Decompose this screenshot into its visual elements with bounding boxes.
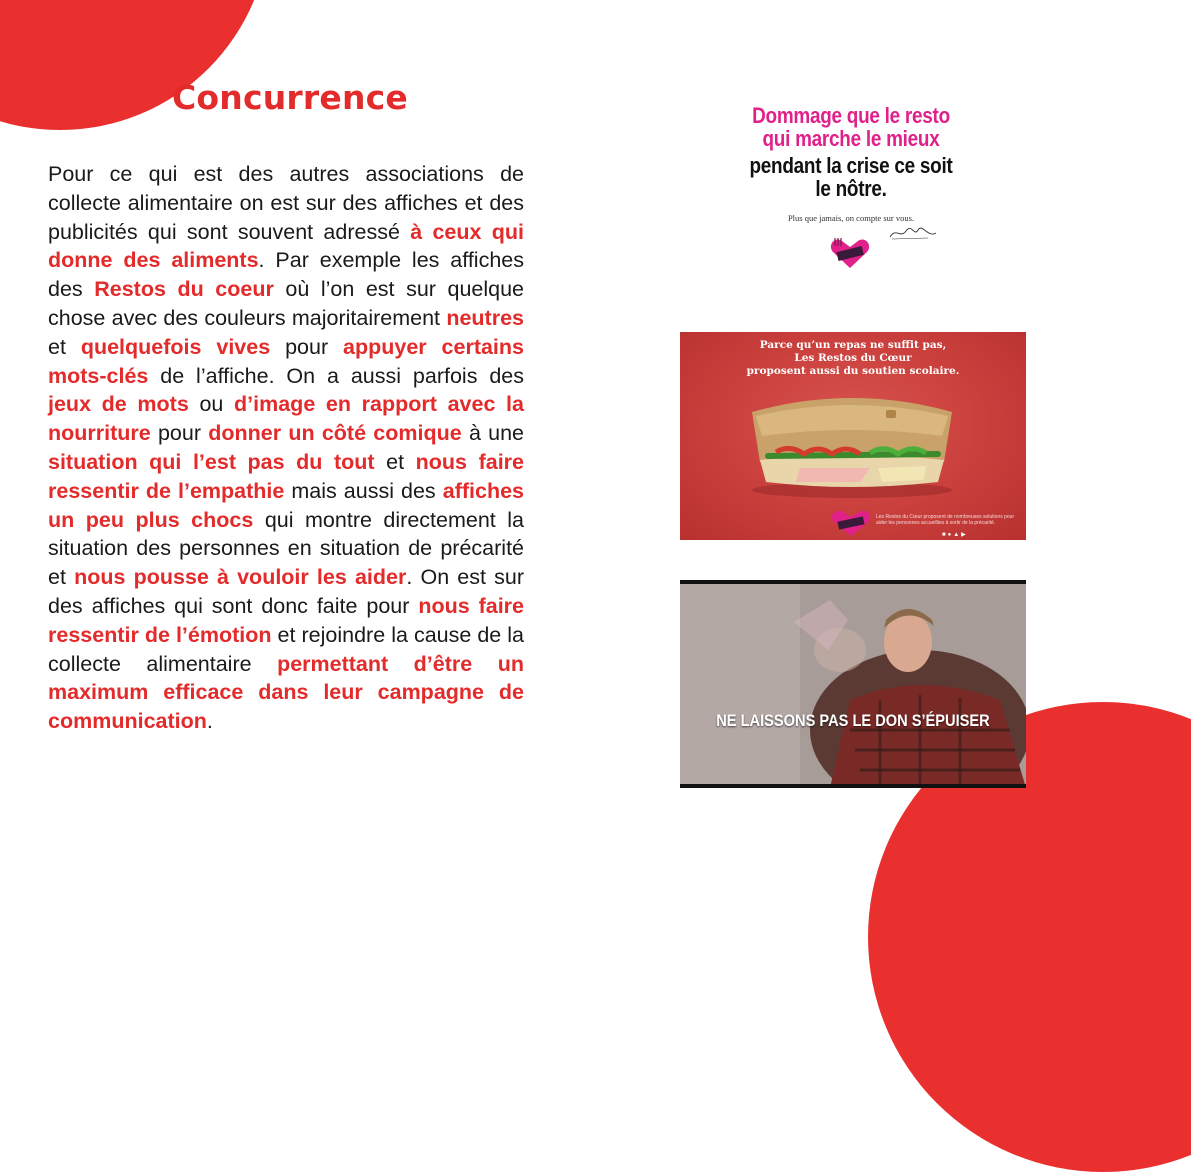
page-title: Concurrence xyxy=(172,78,409,117)
highlighted-phrase: quelquefois vives xyxy=(80,334,271,359)
text-segment: Pour ce qui est des autres associations de collecte alimentaire on est sur des affiches et des publicités qui sont souvent adressé xyxy=(48,162,524,244)
poster2-headline-1: Parce qu’un repas ne suffit pas, xyxy=(759,339,947,351)
highlighted-phrase: jeux de mots xyxy=(48,392,189,417)
poster2-headline-2: Les Restos du Cœur xyxy=(794,352,912,364)
letterbox-bottom xyxy=(680,784,1026,788)
poster-don-epuiser xyxy=(680,580,1026,788)
highlighted-phrase: à ceux qui donne des aliments xyxy=(48,219,525,273)
signature-icon xyxy=(888,225,938,241)
poster1-line3: pendant la crise ce soit xyxy=(749,153,953,178)
text-segment: où l’on est sur quelque chose avec des couleurs majoritairement xyxy=(48,277,525,330)
text-segment: . xyxy=(206,709,213,734)
restos-du-coeur-logo-icon xyxy=(829,236,871,270)
text-segment: . Par exemple les affiches des xyxy=(48,248,524,302)
restos-du-coeur-logo-icon xyxy=(830,508,872,538)
social-icons: ■●▲▶ xyxy=(942,532,968,538)
text-segment: qui montre directement la situation des personnes en situation de précarité et xyxy=(48,507,524,590)
text-segment: de l’affiche. On a aussi parfois des xyxy=(148,363,524,388)
text-segment: et xyxy=(374,449,416,474)
poster3-caption: NE LAISSONS PAS LE DON S’ÉPUISER xyxy=(716,711,990,730)
poster1-subline: Plus que jamais, on compte sur vous. xyxy=(787,213,915,223)
poster2-headline xyxy=(680,339,1026,378)
highlighted-phrase: situation qui l’est pas du tout xyxy=(48,449,375,474)
text-segment: ou xyxy=(188,392,235,417)
poster-dommage-resto xyxy=(726,96,976,286)
highlighted-phrase: nous faire ressentir de l’empathie xyxy=(48,449,524,503)
poster1-line1: Dommage que le resto xyxy=(752,103,950,128)
poster1-line4: le nôtre. xyxy=(815,176,887,201)
text-segment: et rejoindre la cause de la collecte alimentaire xyxy=(48,622,525,676)
text-segment: mais aussi des xyxy=(284,478,443,503)
poster-soutien-scolaire xyxy=(680,332,1026,540)
highlighted-phrase: appuyer certains mots-clés xyxy=(48,334,524,388)
highlighted-phrase: nous pousse à vouloir les aider xyxy=(74,565,407,590)
text-segment: . On est sur des affiches qui sont donc faite pour xyxy=(48,565,525,618)
text-segment: à une xyxy=(461,421,525,446)
highlighted-phrase: neutres xyxy=(446,305,524,330)
poster1-line2: qui marche le mieux xyxy=(762,126,940,151)
highlighted-phrase: d’image en rapport avec la nourriture xyxy=(48,392,524,446)
poster2-small-print: Les Restos du Cœur proposent de nombreuses solutions pour aider les personnes accueillies à sortir de la précarité. xyxy=(876,514,1015,526)
letterbox-top xyxy=(680,580,1026,584)
video-still-scene xyxy=(680,580,1026,788)
highlighted-phrase: permettant d’être un maximum efficace dans leur campagne de communication xyxy=(48,651,524,734)
text-segment: pour xyxy=(270,334,343,359)
poster2-headline-3: proposent aussi du soutien scolaire. xyxy=(746,365,960,377)
text-segment: et xyxy=(48,334,81,359)
highlighted-phrase: Restos du coeur xyxy=(94,277,274,302)
highlighted-phrase: nous faire ressentir de l’émotion xyxy=(48,593,525,647)
highlighted-phrase: affiches un peu plus chocs xyxy=(48,478,524,532)
highlighted-phrase: donner un côté comique xyxy=(208,421,462,446)
text-segment: pour xyxy=(150,421,209,446)
body-paragraph xyxy=(48,160,524,736)
